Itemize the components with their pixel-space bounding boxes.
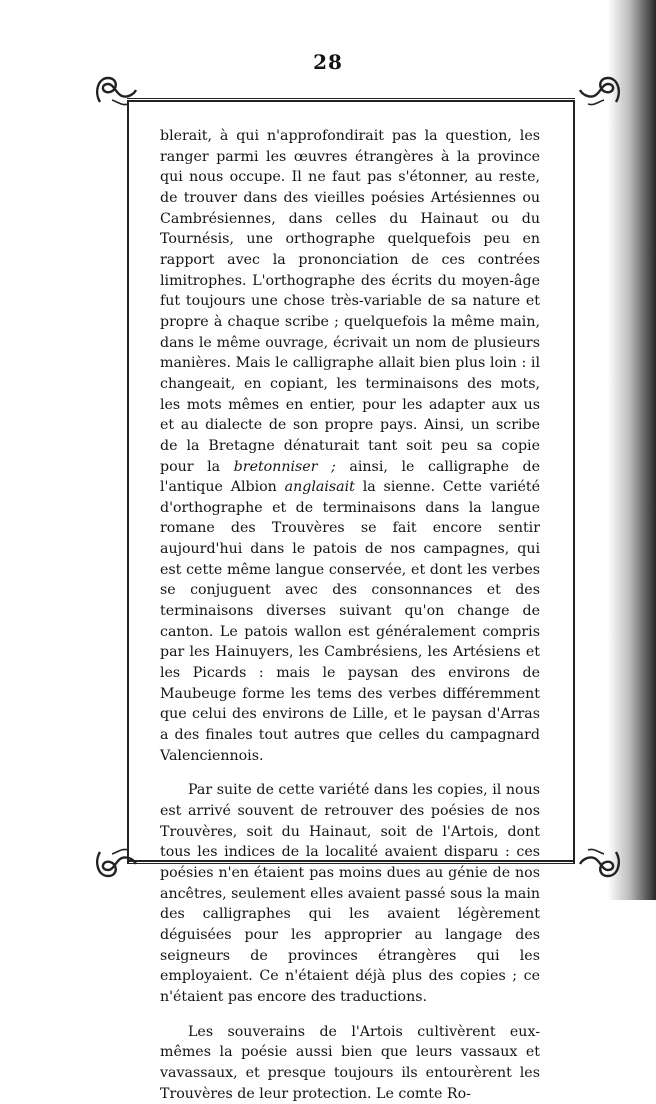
corner-flourish-icon (578, 72, 624, 108)
italic-term: anglaisait (284, 479, 355, 496)
corner-flourish-icon (92, 846, 138, 882)
paragraph (160, 126, 540, 766)
paragraph-text: la sienne. Cette variété d'orthographe et de terminaisons dans la langue romane des Trouvères se fait encore sentir aujourd'hui dans le patois de nos campagnes, qui est cette même langue conservée, et dont les verbes se conjuguent avec des consonnances et des terminaisons diverses suivant qu'on change de canton. Le patois wallon est généralement compris par les Hainuyers, les Cambrésiens, les Artésiens et les Picards : mais le paysan des environs de Maubeuge forme les tems des verbes différemment que celui des environs de Lille, et le paysan d'Arras a des finales tout autres que celles du campagnard Valenciennois. (160, 479, 540, 764)
corner-flourish-icon (92, 72, 138, 108)
body-text (160, 126, 540, 1104)
paragraph-text: ainsi, le calligraphe de l'antique Albion (160, 458, 540, 496)
page-number: 28 (313, 50, 343, 74)
paragraph-text: blerait, à qui n'approfondirait pas la question, les ranger parmi les œuvres étrangères à la province qui nous occupe. Il ne faut pas s'étonner, au reste, de trouver dans des vieilles poésies Artésiennes ou Cambrésiennes, dans celles du Hainaut ou du Tournésis, une orthographe quelquefois peu en rapport avec la prononciation de ces contrées limitrophes. L'orthographe des écrits du moyen-âge fut toujours une chose très-variable de sa nature et propre à chaque scribe ; quelquefois la même main, dans le même ouvrage, écrivait un nom de plusieurs manières. Mais le calligraphe allait bien plus loin : il changeait, en copiant, les terminaisons des mots, les mots mêmes en entier, pour les adapter aux us et au dialecte de son propre pays. Ainsi, un scribe de la Bretagne dénaturait tant soit peu sa copie pour la (160, 128, 540, 475)
paragraph: Par suite de cette variété dans les copies, il nous est arrivé souvent de retrouver des poésies de nos Trouvères, soit du Hainaut, soit de l'Artois, dont tous les indices de la localité avaient disparu : ces poésies n'en étaient pas moins dues au génie de nos ancêtres, seulement elles avaient passé sous la main des calligraphes qui les avaient légèrement déguisées pour les approprier au langage des seigneurs de provinces étrangères qui les employaient. Ce n'étaient déjà plus des copies ; ce n'étaient pas encore des traductions. (160, 782, 540, 1005)
corner-flourish-icon (578, 846, 624, 882)
page-edge-shadow (608, 0, 656, 900)
italic-term: bretonniser ; (233, 458, 336, 475)
paragraph: Les souverains de l'Artois cultivèrent eux-mêmes la poésie aussi bien que leurs vassaux et vavassaux, et presque toujours ils entourèrent les Trouvères de leur protection. Le comte Ro- (160, 1023, 540, 1102)
